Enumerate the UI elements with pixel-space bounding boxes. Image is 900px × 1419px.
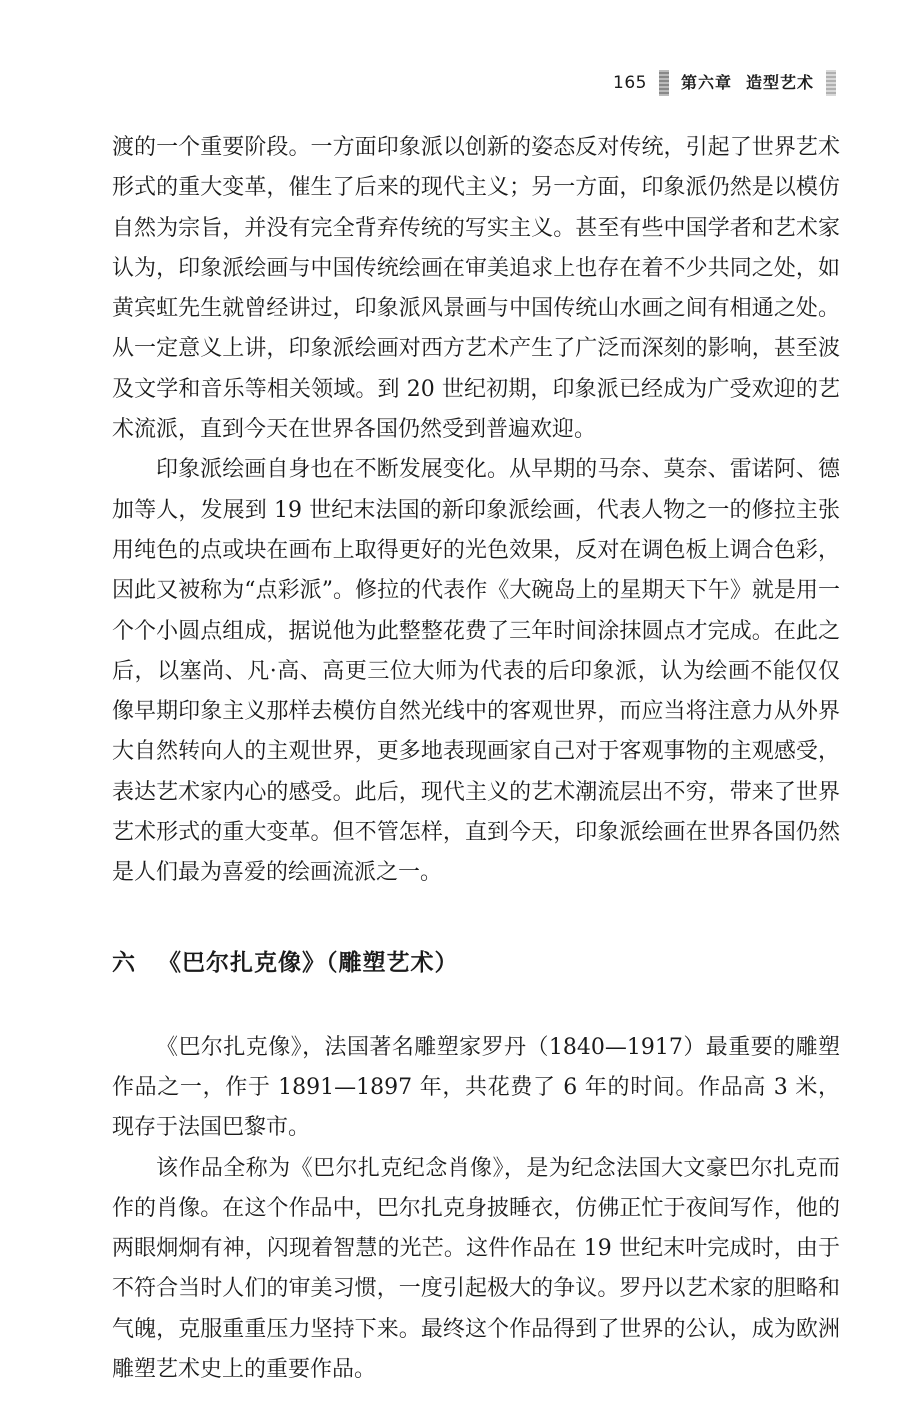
paragraph-balzac-description: 该作品全称为《巴尔扎克纪念肖像》，是为纪念法国大文豪巴尔扎克而作的肖像。在这个作品中，巴尔扎克身披睡衣，仿佛正忙于夜间写作，他的两眼炯炯有神，闪现着智慧的光芒。这件作品在 19 世纪末叶完成时，由于不符合当时人们的审美习惯，一度引起极大的争议。罗丹以艺术家的胆略和气魄，克服重重压力坚持下来。最终这个作品得到了世界的公认，成为欧洲雕塑艺术史上的重要作品。 — [112, 1155, 840, 1383]
header-end-bar — [826, 70, 836, 96]
chapter-title: 造型艺术 — [745, 73, 814, 92]
paragraph-continued: 渡的一个重要阶段。一方面印象派以创新的姿态反对传统，引起了世界艺术形式的重大变革，催生了后来的现代主义；另一方面，印象派仍然是以模仿自然为宗旨，并没有完全背弃传统的写实主义。甚至有些中国学者和艺术家认为，印象派绘画与中国传统绘画在审美追求上也存在着不少共同之处，如黄宾虹先生就曾经讲过，印象派风景画与中国传统山水画之间有相通之处。从一定意义上讲，印象派绘画对西方艺术产生了广泛而深刻的影响，甚至波及文学和音乐等相关领域。到 20 世纪初期，印象派已经成为广受欢迎的艺术流派，直到今天在世界各国仍然受到普遍欢迎。 — [112, 135, 840, 443]
chapter-number: 第六章 — [680, 73, 732, 92]
header-divider-bar — [659, 70, 669, 96]
running-header — [613, 70, 836, 96]
section-heading — [112, 946, 840, 980]
page-number: 165 — [613, 73, 647, 93]
page-body — [112, 128, 840, 1390]
chapter-label — [681, 71, 814, 95]
paragraph-impressionism-development: 印象派绘画自身也在不断发展变化。从早期的马奈、莫奈、雷诺阿、德加等人，发展到 19 世纪末法国的新印象派绘画，代表人物之一的修拉主张用纯色的点或块在画布上取得更好的光色效果，反对在调色板上调合色彩，因此又被称为“点彩派”。修拉的代表作《大碗岛上的星期天下午》就是用一个个小圆点组成，据说他为此整整花费了三年时间涂抹圆点才完成。在此之后，以塞尚、凡·高、高更三位大师为代表的后印象派，认为绘画不能仅仅像早期印象主义那样去模仿自然光线中的客观世界，而应当将注意力从外界大自然转向人的主观世界，更多地表现画家自己对于客观事物的主观感受，表达艺术家内心的感受。此后，现代主义的艺术潮流层出不穷，带来了世界艺术形式的重大变革。但不管怎样，直到今天，印象派绘画在世界各国仍然是人们最为喜爱的绘画流派之一。 — [112, 457, 840, 886]
paragraph-balzac-intro: 《巴尔扎克像》，法国著名雕塑家罗丹（1840—1917）最重要的雕塑作品之一，作于 1891—1897 年，共花费了 6 年的时间。作品高 3 米，现存于法国巴黎市。 — [112, 1034, 840, 1141]
section-title: 《巴尔扎克像》（雕塑艺术） — [158, 949, 459, 976]
section-number: 六 — [112, 949, 136, 976]
